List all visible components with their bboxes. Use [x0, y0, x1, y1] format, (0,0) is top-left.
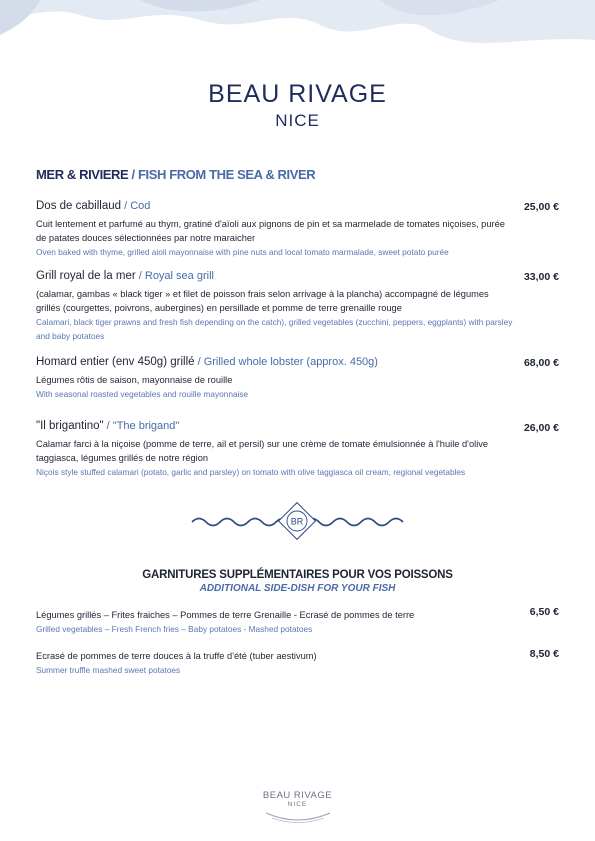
menu-item-price: 26,00 €	[523, 422, 559, 434]
menu-item-name-fr: Homard entier (env 450g) grillé	[36, 356, 195, 368]
garnitures-title-fr: GARNITURES SUPPLÉMENTAIRES POUR VOS POISSONS	[142, 569, 453, 581]
footer-wave-icon	[258, 809, 338, 825]
menu-item-price: 33,00 €	[523, 271, 559, 283]
menu-item-name-en: / Grilled whole lobster (approx. 450g)	[194, 356, 378, 368]
wave-divider	[190, 500, 405, 544]
menu-item-name-en: / Royal sea grill	[135, 270, 214, 282]
restaurant-header	[0, 80, 595, 131]
garnitures-title-en: ADDITIONAL SIDE-DISH FOR YOUR FISH	[199, 583, 396, 594]
menu-item-description: Légumes rôtis de saison, mayonnaise de rouille	[36, 375, 233, 385]
menu-item	[36, 199, 558, 259]
menu-item-description-en: Oven baked with thyme, grilled aioli mayonnaise with pine nuts and local tomato marmalade, sweet potato purée	[36, 247, 449, 257]
menu-item-name	[36, 269, 558, 284]
side-dish-description: Légumes grillés – Frites fraiches – Pommes de terre Grenaille - Ecrasé de pommes de terre	[36, 610, 415, 620]
menu-item-price: 68,00 €	[523, 357, 559, 369]
side-dish-description-en: Grilled vegetables – Fresh French fries – Baby potatoes - Mashed potatoes	[36, 624, 313, 634]
restaurant-city: NICE	[275, 111, 320, 130]
menu-item-name	[36, 419, 558, 434]
menu-item-name	[36, 355, 558, 370]
menu-item	[36, 419, 558, 479]
menu-item	[36, 269, 558, 343]
side-dish-description: Ecrasé de pommes de terre douces à la truffe d'été (tuber aestivum)	[36, 651, 317, 661]
side-dish-price: 8,50 €	[529, 648, 559, 660]
side-dish-item	[36, 605, 558, 636]
section-title-en: FISH FROM THE SEA & RIVER	[137, 167, 316, 182]
menu-item-description: (calamar, gambas « black tiger » et filet de poisson frais selon arrivage à la plancha) accompagné de légumes grillés (courgettes, poivrons, aubergines) en persillade et pomme de terre grenaille rouge	[36, 289, 489, 313]
restaurant-name: BEAU RIVAGE	[208, 80, 387, 108]
garnitures-title	[0, 568, 595, 595]
side-dish-price: 6,50 €	[529, 606, 559, 618]
menu-item-description: Calamar farci à la niçoise (pomme de terre, ail et persil) sur une crème de tomate émulsionnée à l'huile d'olive taggiasca, légumes grillés de notre région	[36, 439, 489, 463]
footer-logo-name: BEAU RIVAGE	[262, 790, 333, 801]
menu-item-description-en: With seasonal roasted vegetables and rouille mayonnaise	[36, 389, 249, 399]
menu-item-description: Cuit lentement et parfumé au thym, gratiné d'aïoli aux pignons de pin et sa marmelade de tomates niçoises, purée de patates douces sélectionnées par notre maraicher	[36, 219, 505, 243]
menu-item-description-en: Calamari, black tiger prawns and fresh fish depending on the catch), grilled vegetables (zucchini, peppers, eggplants) with parsley and baby potatoes	[36, 317, 513, 341]
menu-item-price: 25,00 €	[523, 201, 559, 213]
footer-logo	[0, 790, 595, 825]
menu-item-description-en: Niçois style stuffed calamari (potato, garlic and parsley) on tomato with olive taggiasca oil cream, regional vegetables	[36, 467, 466, 477]
menu-item-name-fr: Grill royal de la mer	[36, 270, 136, 282]
menu-item-name-fr: "Il brigantino"	[36, 420, 104, 432]
section-title	[36, 167, 315, 182]
menu-item-name	[36, 199, 558, 214]
section-title-fr: MER & RIVIERE	[36, 167, 129, 182]
menu-item	[36, 355, 558, 401]
monogram-text: BR	[290, 516, 304, 527]
side-dish-description-en: Summer truffle mashed sweet potatoes	[36, 665, 181, 675]
section-title-separator: /	[128, 167, 138, 182]
menu-item-name-fr: Dos de cabillaud	[36, 200, 122, 212]
menu-item-name-en: / Cod	[121, 200, 151, 212]
side-dish-item	[36, 646, 558, 677]
menu-item-name-en: / "The brigand"	[103, 420, 180, 432]
monogram-diamond-icon	[279, 503, 316, 540]
footer-logo-city: NICE	[287, 801, 308, 808]
